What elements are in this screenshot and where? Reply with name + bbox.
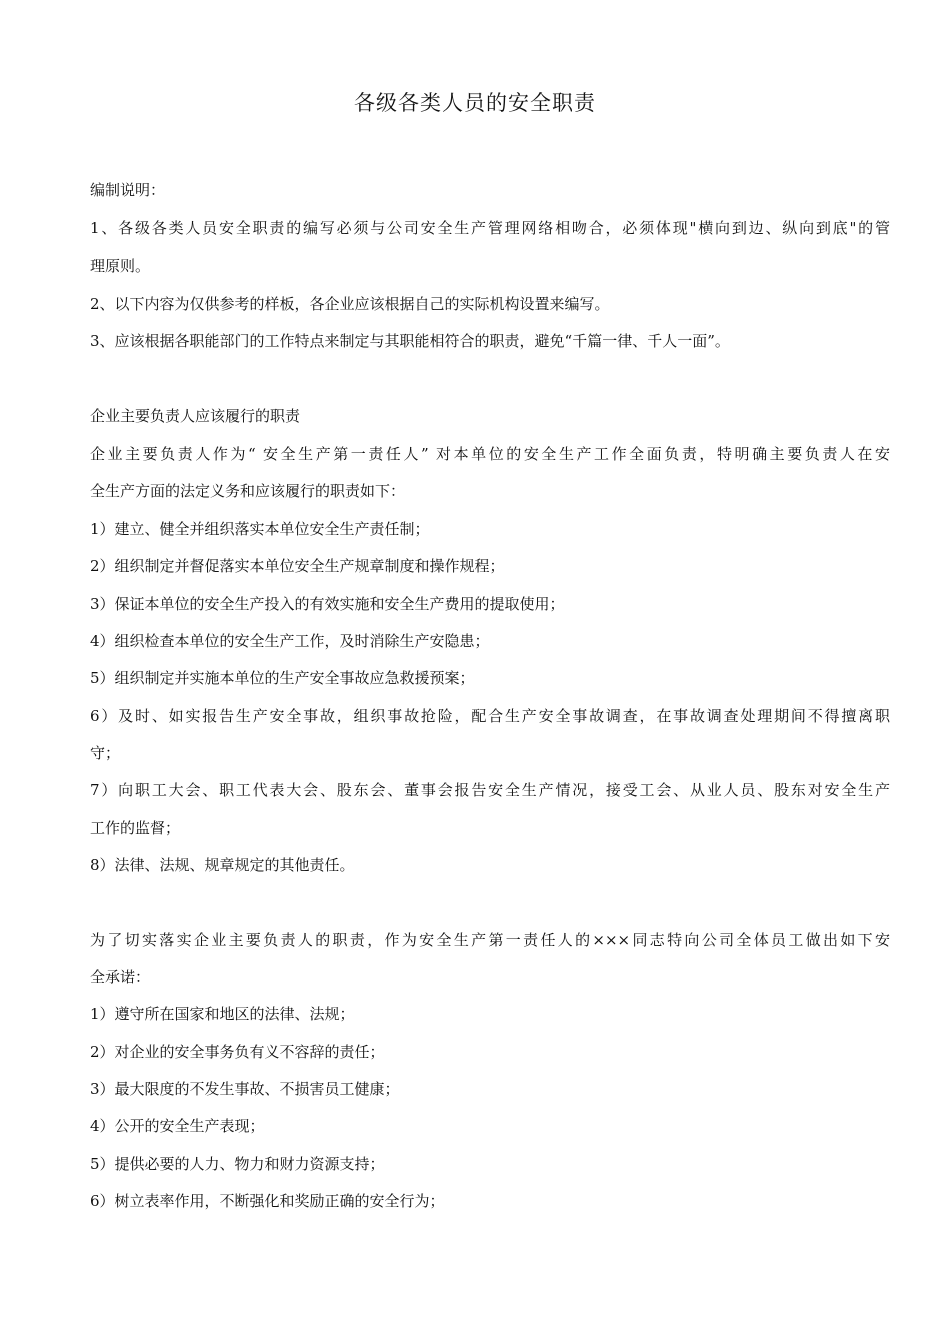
duty-item-5: 5）组织制定并实施本单位的生产安全事故应急救援预案； xyxy=(90,669,475,687)
pledge-paragraph: 为了切实落实企业主要负责人的职责，作为安全生产第一责任人的×××同志特向公司全体员工做出如下安 xyxy=(90,931,890,949)
pledge-item-6: 6）树立表率作用，不断强化和奖励正确的安全行为； xyxy=(90,1192,445,1210)
duty-item-4: 4）组织检查本单位的安全生产工作，及时消除生产安隐患； xyxy=(90,632,490,650)
duty-item-6-cont: 守； xyxy=(90,744,121,762)
duty-item-6: 6）及时、如实报告生产安全事故，组织事故抢险，配合生产安全事故调查，在事故调查处理期间不得擅离职 xyxy=(90,707,890,725)
duty-item-7-cont: 工作的监督； xyxy=(90,819,181,837)
pledge-item-2: 2）对企业的安全事务负有义不容辞的责任； xyxy=(90,1043,385,1061)
duty-item-8: 8）法律、法规、规章规定的其他责任。 xyxy=(90,856,355,874)
intro-item-1: 1、各级各类人员安全职责的编写必须与公司安全生产管理网络相吻合，必须体现"横向到边、纵向到底"的管 xyxy=(90,219,890,237)
intro-item-1-cont: 理原则。 xyxy=(90,257,151,275)
intro-heading: 编制说明： xyxy=(90,181,166,199)
pledge-item-5: 5）提供必要的人力、物力和财力资源支持； xyxy=(90,1155,385,1173)
duty-item-7: 7）向职工大会、职工代表大会、股东会、董事会报告安全生产情况，接受工会、从业人员、股东对安全生产 xyxy=(90,781,890,799)
intro-item-2: 2、以下内容为仅供参考的样板，各企业应该根据自己的实际机构设置来编写。 xyxy=(90,295,610,313)
pledge-item-3: 3）最大限度的不发生事故、不损害员工健康； xyxy=(90,1080,400,1098)
section-heading: 企业主要负责人应该履行的职责 xyxy=(90,407,301,425)
pledge-item-4: 4）公开的安全生产表现； xyxy=(90,1117,265,1135)
duty-item-2: 2）组织制定并督促落实本单位安全生产规章制度和操作规程； xyxy=(90,557,505,575)
pledge-paragraph-cont: 全承诺： xyxy=(90,968,151,986)
section-paragraph-cont: 全生产方面的法定义务和应该履行的职责如下： xyxy=(90,482,406,500)
duty-item-1: 1）建立、健全并组织落实本单位安全生产责任制； xyxy=(90,520,430,538)
duty-item-3: 3）保证本单位的安全生产投入的有效实施和安全生产费用的提取使用； xyxy=(90,595,565,613)
section-paragraph: 企业主要负责人作为“ 安全生产第一责任人” 对本单位的安全生产工作全面负责，特明确主要负责人在安 xyxy=(90,445,890,463)
pledge-item-1: 1）遵守所在国家和地区的法律、法规； xyxy=(90,1005,355,1023)
intro-item-3: 3、应该根据各职能部门的工作特点来制定与其职能相符合的职责，避免“千篇一律、千人一面”。 xyxy=(90,332,730,350)
document-title: 各级各类人员的安全职责 xyxy=(354,91,596,115)
